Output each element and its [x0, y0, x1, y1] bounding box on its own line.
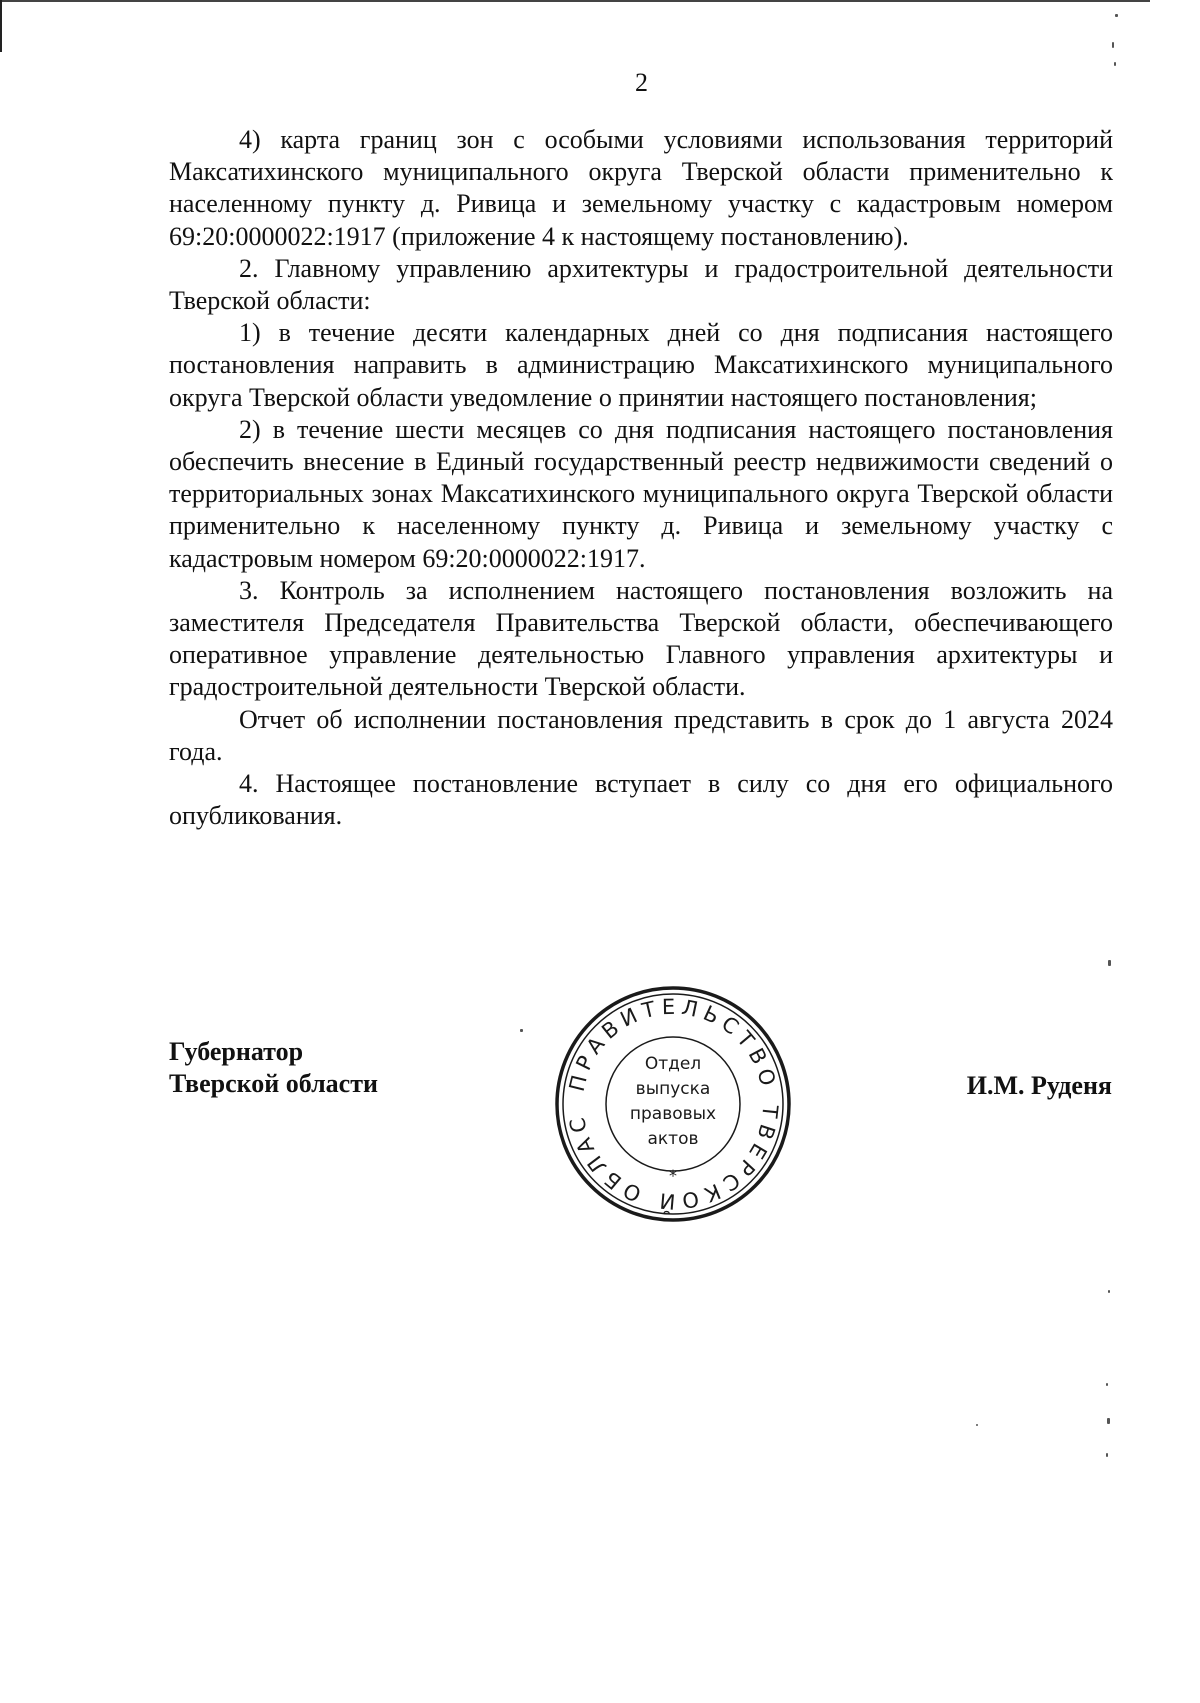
stamp-ring-text: ПРАВИТЕЛЬСТВО ТВЕРСКОЙ ОБЛАС [564, 994, 783, 1214]
scan-speck [1112, 42, 1114, 48]
paragraph-section-4: 4. Настоящее постановление вступает в силу со дня его официального опубликования. [169, 769, 1113, 831]
paragraph-item-4-map: 4) карта границ зон с особыми условиями использования территорий Максатихинского муниципального округа Тверской области применительно к населенному пункту д. Ривица и земельному участку с кадастровым номером 69:20:0000022:1917 (приложение 4 к настоящему постановлению). [169, 125, 1113, 251]
signatory-name: И.М. Руденя [966, 1071, 1112, 1100]
scan-speck [520, 1029, 523, 1032]
paragraph-section-3: 3. Контроль за исполнением настоящего постановления возложить на заместителя Председателя Правительства Тверской области, обеспечивающего оперативное управление деятельностью Главного управления архитектуры и градостроительной деятельности Тверской области. [169, 575, 1113, 702]
scan-speck [1106, 1453, 1108, 1457]
stamp-star-icon: * [669, 1166, 677, 1185]
scan-speck [1114, 62, 1116, 66]
scan-speck [1108, 960, 1111, 966]
scan-edge-left [0, 0, 2, 52]
stamp-inner-line1: Отдел [644, 1054, 702, 1074]
signatory-position-line1: Губернатор [169, 1037, 304, 1066]
scan-speck [1107, 1418, 1110, 1424]
scan-speck [1115, 14, 1118, 17]
paragraph-subitem-1: 1) в течение десяти календарных дней со дня подписания настоящего постановления направить в администрацию Максатихинского муниципального округа Тверской области уведомление о принятии настоящего постановления; [169, 318, 1113, 412]
paragraph-section-2: 2. Главному управлению архитектуры и градостроительной деятельности Тверской области: [169, 253, 1113, 316]
stamp-seal-icon [553, 984, 793, 1224]
scan-speck [1106, 1383, 1108, 1386]
official-stamp [553, 984, 793, 1224]
scan-edge-top [0, 0, 1150, 2]
signatory-position [169, 1036, 378, 1100]
scan-speck [1108, 1290, 1110, 1293]
paragraph-report: Отчет об исполнении постановления представить в срок до 1 августа 2024 года. [169, 704, 1113, 766]
signatory-position-line2: Тверской области [169, 1069, 378, 1098]
stamp-inner-line2: выпуска [635, 1079, 711, 1099]
stamp-inner-line4: актов [647, 1129, 699, 1149]
scan-speck [976, 1424, 978, 1426]
stamp-inner-line3: правовых [629, 1104, 717, 1124]
page-number: 2 [635, 68, 648, 97]
document-body [169, 124, 1113, 832]
paragraph-subitem-2: 2) в течение шести месяцев со дня подписания настоящего постановления обеспечить внесение в Единый государственный реестр недвижимости сведений о территориальных зонах Максатихинского муниципального округа Тверской области применительно к населенному пункту д. Ривица и земельному участку с кадастровым номером 69:20:0000022:1917. [169, 414, 1113, 573]
